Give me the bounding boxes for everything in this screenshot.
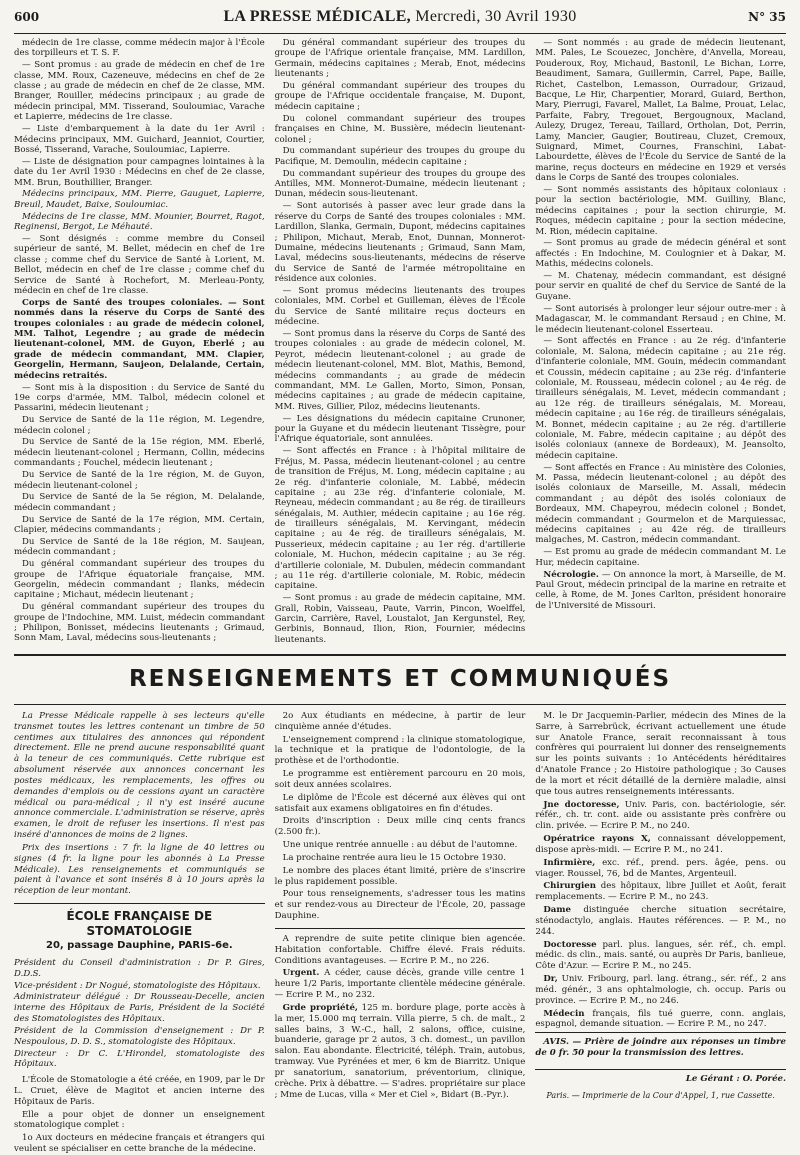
- paragraph: Du Service de Santé de la 11e région, M. Legendre, médecin colonel ;: [14, 415, 265, 436]
- top-columns: [14, 38, 786, 650]
- paragraph: Médecins principaux, MM. Pierre, Gauguet, Lapierre, Breuil, Maudet, Baixe, Souloumiac.: [14, 189, 265, 210]
- ad-lead: Infirmière,: [543, 857, 596, 868]
- classified-ad: [535, 1009, 786, 1031]
- necrology-label: Nécrologie.: [543, 569, 599, 580]
- ad-text: français, fils tué guerre, conn. anglais, espagnol, demande situation. — Ecrire P. M., no 247.: [535, 1008, 787, 1030]
- staff-line: Vice-président : Dr Nogué, stomatologiste des Hôpitaux.: [14, 980, 261, 991]
- paragraph: — Sont promus : au grade de médecin capitaine, MM. Grall, Robin, Vaisseau, Paute, Varrin, Pincon, Woelffel, Garcin, Carrière, Ravel, Loustalot, Jan Kergunstel, Rey, Gerbinis, Bonnaud, Ilion, Rion, Fournier, médecins lieutenants.: [274, 593, 526, 645]
- classified-ad: [535, 800, 786, 832]
- avis-notice: [535, 1032, 786, 1059]
- paragraph: — Sont affectés en France : Au ministère des Colonies, M. Passa, médecin lieutenant-colonel ; au dépôt des isolés coloniaux de Marseille, M. Assali, médecin commandant ; au dépôt des isolés coloniaux de Bordeaux, MM. Chapeyrou, médecin colonel ; Bondet, médecin commandant ; Gourmelon et de Marquiessac, médecins capitaines ; au 42e rég. de tirailleurs malgaches, M. Castron, médecin commandant.: [535, 462, 787, 546]
- paragraph: — Sont promus dans la réserve du Corps de Santé des troupes coloniales : au grade de médecin colonel, M. Peyrot, médecin lieutenant-colonel ; au grade de médecin lieutenant-colonel, MM. Blot, Mathis, Bemond, médecins commandants ; au grade de médecin commandant, MM. Le Gallen, Morto, Simon, Ponsan, médecins capitaines ; au grade de médecin capitaine, MM. Rives, Gillier, Piloz, médecins lieutenants.: [274, 329, 526, 412]
- paragraph: Une unique rentrée annuelle : au début de l'automne.: [282, 840, 518, 851]
- staff-line: Président du Conseil d'administration : Dr P. Gires, D.D.S.: [14, 957, 265, 979]
- ad-lead: Opératrice rayons X,: [543, 834, 651, 845]
- paragraph: M. le Dr Jacquemin-Parlier, médecin des Mines de la Sarre, à Sarrebrück, écrivant actuellement une étude sur Anatole France, serait reconnaissant à tous confrères qui pourraient lui donner des renseignements sur les points suivants : 1o Antécédents héréditaires d'Anatole France ; 2o Histoire pathologique ; 3o Causes de la mort et récit détaillé de la dernière maladie, ainsi que tous autres renseignements intéressants.: [535, 711, 787, 797]
- issue-date: Mercredi, 30 Avril 1930: [415, 8, 577, 25]
- paragraph: — Sont promus au grade de médecin général et sont affectés : En Indochine, M. Coulognier et à Dakar, M. Mathis, médecins colonels.: [535, 238, 787, 270]
- staff-line: Président de la Commission d'enseignement : Dr P. Nespoulous, D. D. S., stomatologiste des Hôpitaux.: [14, 1025, 265, 1047]
- classified-ad: [275, 934, 526, 966]
- paragraph: Du Service de Santé de la 5e région, M. Delalande, médecin commandant ;: [14, 492, 265, 513]
- classified-ad: [535, 834, 786, 856]
- paragraph: — Sont nommés : au grade de médecin lieutenant, MM. Pales, Le Scouezec, Jonchère, d'Anvella, Moreau, Pouderoux, Roy, Michaud, Bastonil, Le Bichan, Lorre, Beaudiment, Samara, Guillermin, Carrel, Pape, Baille, Richet, Castelbon, Lemasson, Ourradour, Grizaud, Bacque, Le Hir, Charpentier, Morard, Guiard, Berthon, Mary, Pierrugi, Favarel, Mallet, La Balme, Prouat, Lelac, Parfaite, Fabry, Tregouet, Bergougnoux, Macland, Aulezy, Drugez, Tereau, Taillard, Ortholan, Dot, Perrin, Lamy, Mancier, Gaugier, Boutireau, Cluzet, Cremoux, Suignard, Mimet, Cournes, Franschini, Labat-Labourdette, élèves de l'École du Service de Santé de la marine, reçus docteurs en médecine en 1929 et versés dans le Corps de Santé des troupes coloniales.: [535, 38, 787, 184]
- ad-lead: Jne doctoresse,: [543, 799, 620, 810]
- paragraph: Du général commandant supérieur des troupes du groupe de l'Indochine, MM. Luist, médecin commandant ; Philipon, Bonisset, médecins lieutenants ; Grimaud, Sonn Mam, Laval, médecins sous-lieutenants ;: [14, 602, 265, 644]
- paragraph: 2o Aux étudiants en médecine, à partir de leur cinquième année d'études.: [274, 711, 526, 732]
- paragraph: — Sont promus : au grade de médecin en chef de 1re classe, MM. Roux, Cazeneuve, médecins en chef de 2e classe ; au grade de médecin en chef de 2e classe, MM. Branger, Rouiller, médecins principaux ; au grade de médecin principal, MM. Tisserand, Souloumiac, Varache et Lapierre, médecins de 1re classe.: [14, 60, 265, 123]
- paragraph: — Sont mis à la disposition : du Service de Santé du 19e corps d'armée, MM. Talbol, médecin colonel et Passarini, médecin lieutenant ;: [14, 382, 265, 414]
- paragraph: L'enseignement comprend : la clinique stomatologique, la technique et la pratique de l'odontologie, de la prothèse et de l'orthodontie.: [274, 734, 526, 767]
- paragraph: Du Service de Santé de la 1re région, M. de Guyon, médecin lieutenant-colonel ;: [14, 470, 265, 491]
- paragraph: Pour tous renseignements, s'adresser tous les matins et sur rendez-vous au Directeur de l'École, 20, passage Dauphine.: [274, 889, 526, 922]
- ad-text: exc. réf., prend. pers. âgée, pens. ou viager. Roussel, 76, bd de Mantes, Argenteuil.: [535, 857, 787, 879]
- classified-ad: [535, 881, 786, 903]
- classified-ad: [535, 940, 786, 972]
- ad-lead: Dame: [543, 905, 571, 916]
- section-title: RENSEIGNEMENTS ET COMMUNIQUÉS: [128, 666, 672, 692]
- classified-ad: [535, 858, 786, 880]
- issue-number: N° 35: [748, 10, 786, 24]
- paragraph: — Sont autorisés à passer avec leur grade dans la réserve du Corps de Santé des troupes coloniales : MM. Lardillon, Slanka, Germain, Dupont, médecins capitaines ; Philipon, Michaut, Merab, Enot, Dunnan, Monnerot-Dumaine, médecins lieutenants ; Grimaud, Sann Mam, Laval, médecins sous-lieutenants, médecins de réserve du Service de Santé de l'armée métropolitaine en résidence aux colonies.: [274, 201, 526, 285]
- paragraph: — Sont nommés assistants des hôpitaux coloniaux : pour la section bactériologie, MM. Guilliny, Blanc, médecins capitaines ; pour la section chirurgie, M. Roques, médecin capitaine ; pour la section médecine, M. Rion, médecin capitaine.: [535, 184, 787, 237]
- gerant-signature: Le Gérant : O. Porée.: [535, 1069, 786, 1085]
- ad-lead: Médecin: [543, 1008, 585, 1019]
- paragraph: L'École de Stomatologie a été créée, en 1909, par le Dr L. Cruet, élève de Magitot et ancien interne des Hôpitaux de Paris.: [14, 1075, 265, 1107]
- bottom-column-3: [535, 711, 787, 1100]
- paragraph: — Sont affectés en France : à l'hôpital militaire de Fréjus, M. Passa, médecin lieutenant-colonel ; au centre de transition de Fréjus, M. Long, médecin capitaine ; au 2e rég. d'infanterie coloniale, M. Labbé, médecin capitaine ; au 23e rég. d'infanterie coloniale, M. Reyneau, médecin commandant ; au 8e rég. de tirailleurs sénégalais, M. Authier, médecin capitaine ; au 16e rég. de tirailleurs sénégalais, M. Kervingant, médecin capitaine ; au 4e rég. de tirailleurs sénégalais, M. Pusserieux, médecin capitaine ; au 1er rég. d'artillerie coloniale, M. Huchon, médecin capitaine ; au 3e rég. d'artillerie coloniale, M. Dubulen, médecin commandant ; au 11e rég. d'artillerie coloniale, M. Robic, médecin capitaine.: [274, 446, 526, 592]
- necrology-text: — On annonce la mort, à Marseille, de M. Paul Grout, médecin principal de la marine en retraite et celle, à Rome, de M. Jones Carlton, président honoraire de l'Université de Missouri.: [535, 569, 787, 611]
- publication-name: LA PRESSE MÉDICALE,: [223, 8, 411, 25]
- ad-text: A reprendre de suite petite clinique bien agencée. Habitation confortable. Chiffre élevé. Frais réduits. Conditions avantageuses. — Ecrire P. M., no 226.: [274, 933, 526, 966]
- paragraph: 1o Aux docteurs en médecine français et étrangers qui veulent se spécialiser en cette branche de la médecine.: [14, 1133, 265, 1155]
- ad-text: A céder, cause décès, grande ville centre 1 heure 1/2 Paris, importante clientèle médecine générale. — Ecrire P. M., no 232.: [274, 968, 526, 1001]
- publication-title: [223, 8, 576, 26]
- paragraph: — M. Chatenay, médecin commandant, est désigné pour servir en qualité de chef du Service de Santé de la Guyane.: [535, 271, 787, 302]
- ad-text: connaissant développement, dispose après-midi. — Ecrire P. M., no 241.: [535, 834, 787, 855]
- paragraph: Médecins de 1re classe, MM. Mounier, Bourret, Ragot, Reginensi, Bergot, Le Méhauté.: [14, 211, 265, 233]
- paragraph: La prochaine rentrée aura lieu le 15 Octobre 1930.: [282, 852, 507, 863]
- paragraph: Du Service de Santé de la 17e région, MM. Certain, Clapier, médecins commandants ;: [14, 514, 265, 536]
- staff-line: Directeur : Dr C. L'Hirondel, stomatologiste des Hôpitaux.: [14, 1048, 265, 1070]
- paragraph: — Sont autorisés à prolonger leur séjour outre-mer : à Madagascar, M. le commandant Rersaud ; en Chine, M. le médecin lieutenant-colonel Esserteau.: [535, 303, 787, 335]
- ad-text: distinguée cherche situation secrétaire, sténodactylo, anglais. Hautes références. — P. M., no 244.: [535, 905, 787, 937]
- paragraph: — Sont désignés : comme membre du Conseil supérieur de santé, M. Bellet, médecin en chef de 1re classe ; comme chef du Service de Santé à Lorient, M. Bellot, médecin en chef de 1re classe ; comme chef du Service de Santé à Rochefort, M. Merleau-Ponty, médecin en chef de 1re classe.: [14, 234, 265, 296]
- paragraph: Du Service de Santé de la 18e région, M. Saujean, médecin commandant ;: [14, 536, 265, 558]
- page-number: 600: [14, 10, 40, 24]
- staff-line: Administrateur délégué : Dr Rousseau-Decelle, ancien interne des Hôpitaux de Paris, Président de la Société des Stomatologistes des Hôpitaux.: [14, 992, 265, 1025]
- ad-lead: Urgent.: [282, 968, 320, 979]
- avis-text: — Prière de joindre aux réponses un timbre de 0 fr. 50 pour la transmission des lettres.: [535, 1037, 786, 1059]
- classified-ad: [535, 905, 786, 937]
- newspaper-page: [14, 8, 787, 1155]
- paragraph: Du commandant supérieur des troupes du groupe des Antilles, MM. Monnerot-Dumaine, médecin lieutenant ; Dunan, médecin sous-lieutenant.: [274, 168, 526, 200]
- notice-prices: Prix des insertions : 7 fr. la ligne de 40 lettres ou signes (4 fr. la ligne pour les abonnés à La Presse Médicale). Les renseignements et communiqués se paient à l'avance et sont insérés 8 à 10 jours après la réception de leur montant.: [14, 842, 265, 897]
- bottom-column-2: [274, 711, 526, 1100]
- ecole-address: 20, passage Dauphine, PARIS-6e.: [45, 940, 233, 952]
- paragraph: Elle a pour objet de donner un enseignement stomatologique complet :: [14, 1109, 265, 1131]
- ad-text: des hôpitaux, libre Juillet et Août, ferait remplacements. — Ecrire P. M., no 243.: [535, 881, 787, 903]
- bottom-columns: [14, 711, 787, 1155]
- necrology-paragraph: [535, 570, 786, 612]
- avis-label: AVIS.: [543, 1037, 569, 1048]
- ecole-title: ÉCOLE FRANÇAISE DE STOMATOLOGIE: [14, 903, 265, 939]
- top-column-3: [535, 38, 786, 650]
- bottom-column-1: [14, 711, 265, 1155]
- paragraph: — Sont promus médecins lieutenants des troupes coloniales, MM. Corbel et Guilleman, élèves de l'École du Service de Santé militaire reçus docteurs en médecine.: [274, 285, 526, 328]
- paragraph: — Les désignations du médecin capitaine Crunoner, pour la Guyane et du médecin lieutenant Tissègre, pour l'Afrique équatoriale, sont annulées.: [274, 413, 526, 445]
- paragraph: Du colonel commandant supérieur des troupes françaises en Chine, M. Bussière, médecin lieutenant-colonel ;: [274, 113, 526, 145]
- paragraph: Du général commandant supérieur des troupes du groupe de l'Afrique occidentale française, M. Dupont, médecin capitaine ;: [274, 81, 526, 112]
- paragraph: Droits d'inscription : Deux mille cinq cents francs (2.500 fr.).: [274, 816, 526, 838]
- ad-lead: Doctoresse: [543, 939, 597, 950]
- notice-intro: La Presse Médicale rappelle à ses lecteurs qu'elle transmet toutes les lettres contenant un timbre de 50 centimes aux titulaires des annonces qui répondent directement. Elle ne prend aucune responsabilité quant à la teneur de ces communiqués. Cette rubrique est absolument réservée aux annonces concernant les postes médicaux, les remplacements, les offres ou demandes d'emplois ou de cessions ayant un caractère médical ou para-médical ; il n'y est inséré aucune annonce commerciale. L'administration se réserve, après examen, le droit de refuser les insertions. Il n'est pas inséré d'annonces de moins de 2 lignes.: [14, 711, 265, 841]
- paragraph: Le nombre des places étant limité, prière de s'inscrire le plus rapidement possible.: [274, 865, 526, 887]
- section-paragraph: Corps de Santé des troupes coloniales. — Sont nommés dans la réserve du Corps de Santé des troupes coloniales : au grade de médecin colonel, MM. Talhot, Legendre ; au grade de médecin lieutenant-colonel, MM. de Guyon, Eberlé ; au grade de médecin commandant, MM. Clapier, Georgelin, Hermann, Saujeon, Delalande, Certain, médecins retraités.: [14, 297, 265, 381]
- ad-lead: Grde propriété,: [282, 1002, 358, 1013]
- imprimerie-line: Paris. — Imprimerie de la Cour d'Appel, 1, rue Cassette.: [546, 1090, 775, 1100]
- classified-ad: [535, 974, 786, 1006]
- paragraph: Du général commandant supérieur des troupes du groupe de l'Afrique équatoriale française, MM. Georgelin, médecin commandant ; Ilanks, médecin capitaine ; Michaut, médecin lieutenant ;: [14, 559, 265, 601]
- paragraph: Le diplôme de l'École est décerné aux élèves qui ont satisfait aux examens obligatoires en fin d'études.: [274, 792, 526, 814]
- ad-text: Univ. Fribourg, parl. lang. étrang., sér. réf., 2 ans méd. génér., 3 ans ophtalmologie, ch. occup. Paris ou province. — Ecrire P. M., no 246.: [535, 974, 787, 1006]
- page-header: [14, 8, 786, 34]
- classified-ad: [275, 1003, 526, 1100]
- column-rule: [275, 928, 526, 929]
- ad-lead: Chirurgien: [543, 881, 596, 892]
- classified-ad: [275, 968, 526, 1000]
- top-column-1: [14, 38, 265, 650]
- ad-lead: Dr,: [543, 974, 558, 985]
- paragraph: médecin de 1re classe, comme médecin major à l'École des torpilleurs et T. S. F.: [14, 38, 265, 59]
- ecole-staff: [14, 958, 265, 1070]
- ad-text: parl. plus. langues, sér. réf., ch. empl. médic. ds clin., mais. santé, ou auprès Dr Paris, banlieue, Côte d'Azur. — Ecrire P. M., no 245.: [535, 939, 787, 972]
- paragraph: — Liste de désignation pour campagnes lointaines à la date du 1er Avril 1930 : Médecins en chef de 2e classe, MM. Brun, Bouthillier, Branger.: [14, 156, 265, 188]
- paragraph: Le programme est entièrement parcouru en 20 mois, soit deux années scolaires.: [274, 769, 526, 790]
- paragraph: — Est promu au grade de médecin commandant M. Le Hur, médecin capitaine.: [535, 547, 787, 568]
- paragraph: Du général commandant supérieur des troupes du groupe de l'Afrique orientale française, MM. Lardillon, Germain, médecins capitaines ; Merab, Enot, médecins lieutenants ;: [274, 38, 526, 80]
- section-rule: [14, 654, 786, 656]
- paragraph: Du Service de Santé de la 15e région, MM. Eberlé, médecin lieutenant-colonel ; Hermann, Collin, médecins commandants ; Fouchel, médecin lieutenant ;: [14, 437, 265, 469]
- paragraph: — Liste d'embarquement à la date du 1er Avril : Médecins principaux, MM. Guichard, Jeanniot, Courtier, Bossé, Tisserand, Varache, Souloumiac, Lapierre.: [14, 124, 265, 155]
- ad-text: 125 m. bordure plage, porte accès à la mer, 15.000 mq terrain. Villa pierre, 5 ch. de maît., 2 salles bains, 3 W.-C., hall, 2 salons, office, cuisine, buanderie, garage pr 2 autos, 3 ch. domest., un pavillon salon. Eau abondante. Électricité, téléph. Train, autobus, tramway. Vue Pyrénées et mer, 6 km de Biarritz. Unique pr sanatorium, sanatorium, préventorium, clinique, crèche. Prix à débattre. — S'adres. propriétaire sur place ; Mme de Lucas, villa « Mer et Ciel », Bidart (B.-Pyr.).: [274, 1002, 526, 1100]
- section-rule-thin: [14, 704, 786, 705]
- ad-text: Univ. Paris, con. bactériologie, sér. référ., ch. tr. cont. aide ou assistante près confrère ou clin. privée. — Ecrire P. M., no 240.: [535, 799, 787, 832]
- top-column-2: [275, 38, 526, 650]
- paragraph: Du commandant supérieur des troupes du groupe du Pacifique, M. Demoulin, médecin capitaine ;: [274, 146, 526, 167]
- paragraph: — Sont affectés en France : au 2e rég. d'infanterie coloniale, M. Salona, médecin capitaine ; au 21e rég. d'infanterie coloniale, MM. Gouin, médecin commandant et Coussin, médecin capitaine ; au 23e rég. d'infanterie coloniale, M. Rousseau, médecin colonel ; au 4e rég. de tirailleurs sénégalais, M. Levet, médecin commandant ; au 12e rég. de tirailleurs sénégalais, M. Moreau, médecin capitaine ; au 16e rég. de tirailleurs sénégalais, M. Bonnet, médecin capitaine ; au 2e rég. d'artillerie coloniale, M. Fabre, médecin capitaine ; au dépôt des isolés coloniaux (annexe de Bordeaux), M. Jeansolto, médecin capitaine.: [535, 336, 787, 461]
